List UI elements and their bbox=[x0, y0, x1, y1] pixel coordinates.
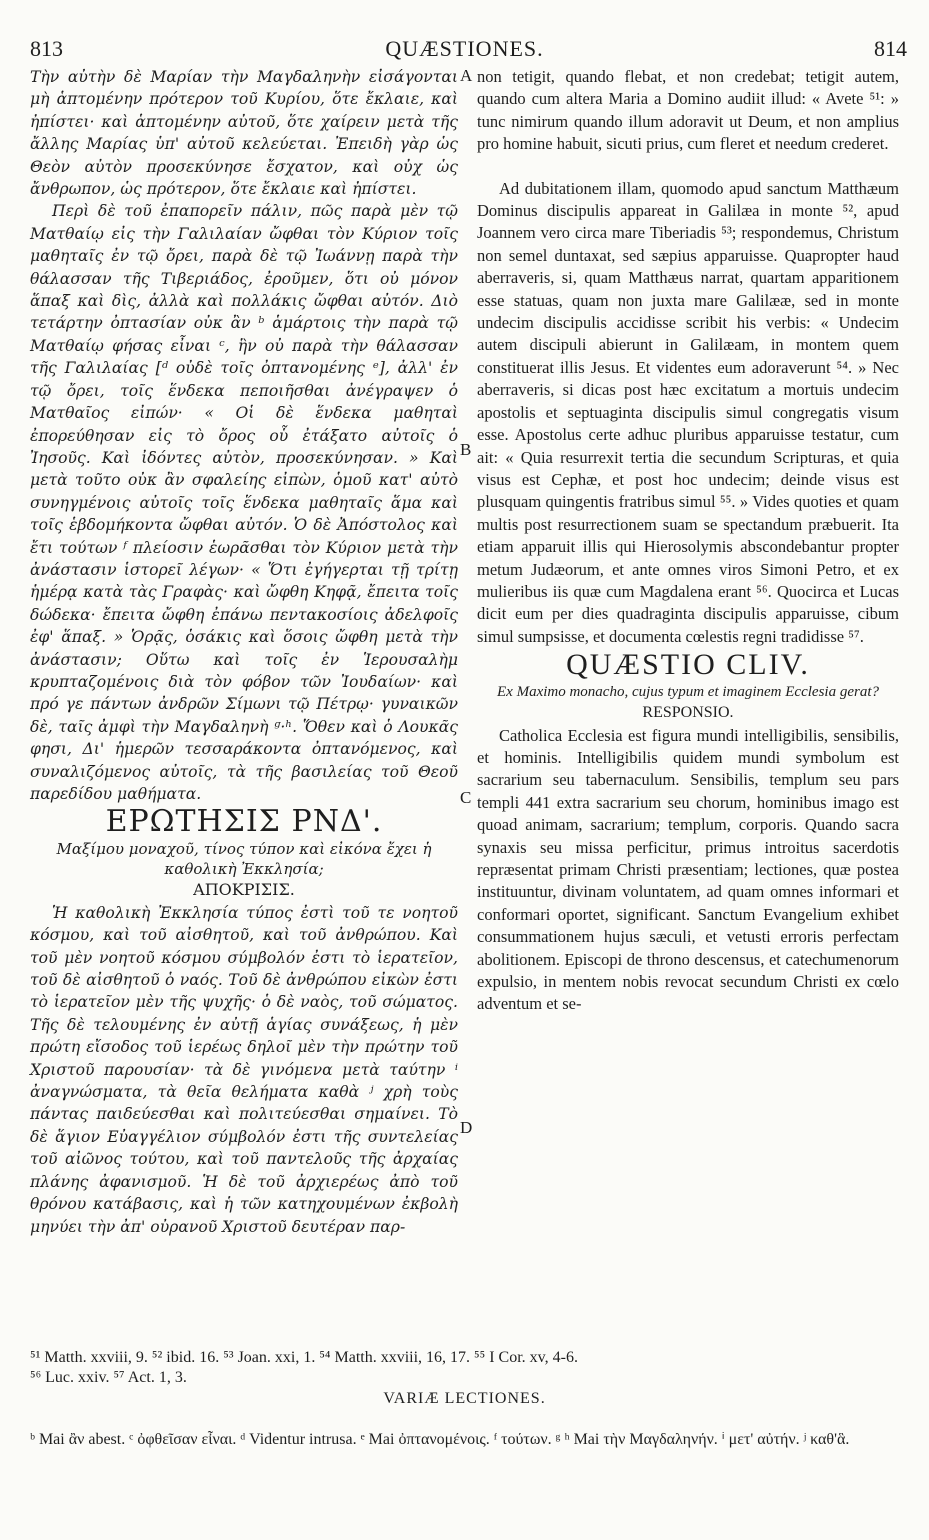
page-number-left: 813 bbox=[30, 36, 63, 61]
latin-column bbox=[477, 66, 899, 1016]
latin-response-label: RESPONSIO. bbox=[642, 704, 734, 722]
footnote-line-1: ⁵¹ Matth. xxviii, 9. ⁵² ibid. 16. ⁵³ Joan. xxi, 1. ⁵⁴ Matth. xxviii, 16, 17. ⁵⁵ I Cor. xv, 4-6. bbox=[30, 1349, 578, 1366]
greek-question-subtitle: Μαξίμου μοναχοῦ, τίνος τύπον καὶ εἰκόνα ἔχει ἡ καθολικὴ Ἐκκλησία; bbox=[56, 840, 432, 879]
margin-marker-c: C bbox=[460, 788, 472, 807]
latin-question-heading: QUÆSTIO CLIV. bbox=[566, 648, 810, 682]
latin-paragraph-2: Ad dubitationem illam, quomodo apud sanctum Matthæum Dominus discipulis appareat in Galilæa in monte ⁵², apud Joannem vero circa mare Tiberiadis ⁵³; respondemus, Christum non semel duntaxat, sed sæpius apparuisse. Quapropter haud aberraveris, si, quam Matthæus narrat, quartam apparitionem esse statuas, quam non juxta mare Galilææ, sed in monte undecim discipulis accidisse scribit his verbis: « Undecim autem discipuli abierunt in Galilæam, in montem quem constituerat illis Jesus. Et videntes eum adoraverunt ⁵⁴. » Nec aberraveris, si dicas post hæc excitatum a mortuis undecim apostolis et septuaginta discipulis simul congregatis visum esse. Apostolus certe adhuc pluribus apparuisse testatur, cum ait: « Quia resurrexit tertia die secundum Scripturas, et quia visus est Cephæ, et post hoc undecim; deinde visus est plusquam quingentis fratribus simul ⁵⁵. » Vides quoties et quam multis post resurrectionem suam se spectandum præbuerit. Ita etiam apparuit illis qui Hierosolymis abscondebantur propter metum Judæorum, et ante omnes viros Simoni Petro, et ex mulieribus iis quæ cum Magdalena erant ⁵⁶. Quocirca et Lucas dicit eum per dies quadraginta discipulis apparuisse, cibum simul sumpsisse, et documenta cœlestis regni tradidisse ⁵⁷. bbox=[477, 178, 899, 646]
footnotes bbox=[30, 1348, 910, 1388]
variae-lectiones-text: ᵇ Mai ἂν abest. ᶜ ὀφθεῖσαν εἶναι. ᵈ Videntur intrusa. ᵉ Mai ὀπτανομένοις. ᶠ τούτων. ᵍ ʰ Mai τὴν Μαγδαληνήν. ⁱ μετ' αὐτήν. ʲ καθ'ἃ. bbox=[30, 1431, 850, 1448]
margin-marker-d: D bbox=[460, 1118, 473, 1137]
greek-question-heading: ΕΡΩΤΗΣΙΣ ΡΝΔ'. bbox=[105, 804, 383, 840]
margin-marker-a: A bbox=[460, 66, 473, 85]
latin-question-subtitle: Ex Maximo monacho, cujus typum et imaginem Ecclesia gerat? bbox=[497, 684, 879, 701]
page-number-right: 814 bbox=[874, 36, 907, 61]
greek-paragraph-3: Ἡ καθολικὴ Ἐκκλησία τύπος ἐστὶ τοῦ τε νοητοῦ κόσμου, καὶ τοῦ αἰσθητοῦ, καὶ τοῦ ἀνθρώπου. Καὶ τοῦ μὲν νοητοῦ κόσμου σύμβολόν ἐστι τὸ ἱερατεῖον, τοῦ δὲ αἰσθητοῦ ὁ ναός. Τοῦ δὲ ἀνθρώπου εἰκὼν ἐστι τὸ ἱερατεῖον μὲν τῆς ψυχῆς· ὁ δὲ ναὸς, τοῦ σώματος. Τῆς δὲ τελουμένης ἐν αὐτῇ ἁγίας συνάξεως, ἡ μὲν πρώτη εἴσοδος τοῦ ἱερέως δηλοῖ μὲν τὴν πρώτην τοῦ Χριστοῦ παρουσίαν· τὰ δὲ γινόμενα μετὰ ταύτην ⁱ ἀναγνώσματα, τὰ θεῖα θελήματα καθὰ ʲ χρὴ τοὺς πάντας παιδεύεσθαι καὶ πολιτεύεσθαι σημαίνει. Τὸ δὲ ἅγιον Εὐαγγέλιον σύμβολόν ἐστι τῆς συντελείας τοῦ αἰῶνος τούτου, καὶ τοῦ παντελοῦς τῆς ἀρχαίας πλάνης ἀφανισμοῦ. Ἡ δὲ τοῦ ἀρχιερέως ἀπὸ τοῦ θρόνου κατάβασις, καὶ ἡ τῶν κατηχουμένων ἐκβολὴ μηνύει τὴν ἀπ' οὐρανοῦ Χριστοῦ δευτέραν παρ- bbox=[30, 903, 458, 1236]
page-header bbox=[0, 36, 929, 66]
latin-paragraph-3: Catholica Ecclesia est figura mundi intelligibilis, sensibilis, et hominis. Intelligibilis quidem mundi symbolum est sacrarium seu tabernaculum. Sensibilis, templum seu pars templi 441 extra sacrarium seu chorum, hominibus imago est quoad animam, sacrarium; templum, corporis. Quando sacra synaxis seu missa perficitur, primus introitus sacerdotis repræsentat primam Christi præsentiam; lectiones, quæ postea instituuntur, divinam voluntatem, ad quam omnes informari et conformari oportet, significant. Sanctum Evangelium exhibet consummationem hujus sæculi, et vetusti erroris perfectam abolitionem. Episcopi de throno descensus, et catechumenorum expulsio, in mentem nobis revocat secundum Christi ex cœlo adventum et se- bbox=[477, 725, 899, 1014]
variae-lectiones-title: VARIÆ LECTIONES. bbox=[383, 1390, 546, 1407]
greek-paragraph-2: Περὶ δὲ τοῦ ἐπαπορεῖν πάλιν, πῶς παρὰ μὲν τῷ Ματθαίῳ εἰς τὴν Γαλιλαίαν ὤφθαι τὸν Κύριον τοῖς μαθηταῖς ἐν τῷ ὄρει, παρὰ δὲ τῷ Ἰωάννῃ παρὰ τὴν θάλασσαν τῆς Τιβεριάδος, ἐροῦμεν, ὅτι οὐ μόνον ἅπαξ καὶ δὶς, ἀλλὰ καὶ πολλάκις ὤφθαι αὐτόν. Διὸ τετάρτην ὀπτασίαν οὐκ ἂν ᵇ ἁμάρτοις τὴν παρὰ τῷ Ματθαίῳ φήσας εἶναι ᶜ, ἣν οὐ παρὰ τὴν θάλασσαν τῆς Γαλιλαίας [ᵈ οὐδὲ τοῖς ὀπτανομένης ᵉ], ἀλλ' ἐν τῷ ὄρει, τοῖς ἕνδεκα πεποιῆσθαι ἀνέγραψεν ὁ Ματθαῖος εἰπών· « Οἱ δὲ ἕνδεκα μαθηταὶ ἐπορεύθησαν εἰς τὸ ὄρος οὗ ἐτάξατο αὐτοῖς ὁ Ἰησοῦς. Καὶ ἰδόντες αὐτὸν, προσεκύνησαν. » Καὶ μετὰ τοῦτο οὐκ ἂν σφαλείης εἰπὼν, ὁμοῦ κατ' αὐτὸ συνηγμένοις αὐτοῖς τοῖς ἕνδεκα μαθηταῖς ἅμα καὶ τοῖς ἑβδομήκοντα ὤφθαι αὐτόν. Ὁ δὲ Ἀπόστολος καὶ ἔτι τούτων ᶠ πλείοσιν ἑωρᾶσθαι τὸν Κύριον μετὰ τὴν ἀνάστασιν ἱστορεῖ λέγων· « Ὅτι ἐγήγερται τῇ τρίτῃ ἡμέρᾳ κατὰ τὰς Γραφὰς· καὶ ὤφθη Κηφᾷ, ἔπειτα τοῖς δώδεκα· ἔπειτα ὤφθη ἐπάνω πεντακοσίοις ἀδελφοῖς ἐφ' ἅπαξ. » Ὁρᾷς, ὁσάκις καὶ ὅσοις ὤφθη μετὰ τὴν ἀνάστασιν; Οὕτω καὶ τοῖς ἐν Ἱερουσαλὴμ κρυπταζομένοις διὰ τὸν φόβον τῶν Ἰουδαίων· καὶ πρό γε πάντων ἀνδρῶν Σίμωνι τῷ Πέτρῳ· γυναικῶν δὲ, ταῖς ἀμφὶ τὴν Μαγδαληνὴ ᵍ·ʰ. Ὅθεν καὶ ὁ Λουκᾶς φησι, Δι' ἡμερῶν τεσσαράκοντα ὀπτανόμενος, καὶ συναλιζόμενος αὐτοῖς, τὰ τῆς βασιλείας τοῦ Θεοῦ παρεδίδου μαθήματα. bbox=[30, 202, 458, 803]
margin-marker-b: B bbox=[460, 440, 472, 459]
greek-paragraph-1: Τὴν αὐτὴν δὲ Μαρίαν τὴν Μαγδαληνὴν εἰσάγονται μὴ ἁπτομένην πρότερον τοῦ Κυρίου, ὅτε ἔκλαιε, καὶ ἠπίστει· καὶ ἁπτομένην αὐτοῦ, ὅτε χαίρειν μετὰ τῆς ἄλλης Μαρίας ὑπ' αὐτοῦ κελεύεται. Ἐπειδὴ γὰρ ὡς Θεὸν αὐτὸν προσεκύνησε ἔσχατον, καὶ οὐχ ὡς ἄνθρωπον, ὡς πρότερον, ὅτε ἔκλαιε καὶ ἠπίστει. bbox=[30, 68, 458, 199]
latin-paragraph-1: non tetigit, quando flebat, et non credebat; tetigit autem, quando cum altera Maria a Domino audiit illud: « Avete ⁵¹: » tunc nimirum quando illum adoravit ut Deum, et non amplius pro homine habuit, sicuti prius, cum fleret et needum crederet. bbox=[477, 67, 899, 154]
greek-response-label: ΑΠΟΚΡΙΣΙΣ. bbox=[193, 880, 295, 900]
greek-column bbox=[30, 66, 458, 1238]
footnote-line-2: ⁵⁶ Luc. xxiv. ⁵⁷ Act. 1, 3. bbox=[30, 1369, 187, 1386]
running-title: QUÆSTIONES. bbox=[385, 36, 544, 61]
